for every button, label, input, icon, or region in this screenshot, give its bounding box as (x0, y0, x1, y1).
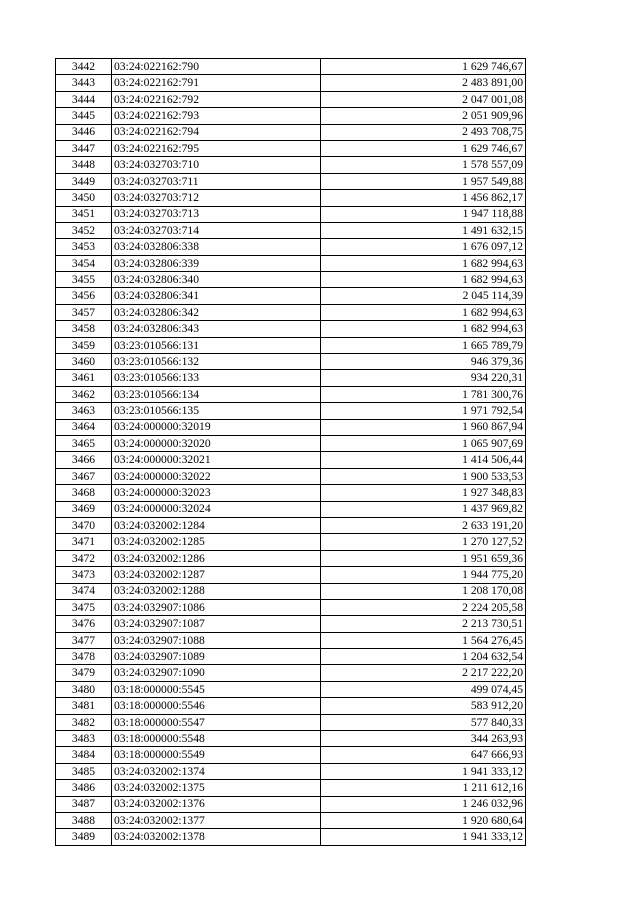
cadastral-value-cell: 2 633 191,20 (321, 517, 526, 533)
cadastral-value-cell: 1 944 775,20 (321, 567, 526, 583)
cadastral-number-cell: 03:24:032002:1375 (112, 780, 321, 796)
row-number-cell: 3452 (56, 222, 112, 238)
cadastral-number-cell: 03:24:032002:1287 (112, 567, 321, 583)
cadastral-number-cell: 03:24:032907:1089 (112, 649, 321, 665)
cadastral-value-cell: 1 456 862,17 (321, 190, 526, 206)
row-number-cell: 3462 (56, 386, 112, 402)
cadastral-value-cell: 1 204 632,54 (321, 649, 526, 665)
cadastral-value-cell: 946 379,36 (321, 354, 526, 370)
table-row (56, 75, 526, 91)
row-number-cell: 3472 (56, 550, 112, 566)
table-row (56, 517, 526, 533)
cadastral-number-cell: 03:24:032002:1285 (112, 534, 321, 550)
row-number-cell: 3451 (56, 206, 112, 222)
table-row (56, 452, 526, 468)
cadastral-value-cell: 1 682 994,63 (321, 272, 526, 288)
cadastral-number-cell: 03:18:000000:5546 (112, 698, 321, 714)
cadastral-value-cell: 1 920 680,64 (321, 812, 526, 828)
cadastral-number-cell: 03:24:032907:1088 (112, 632, 321, 648)
table-row (56, 599, 526, 615)
cadastral-number-cell: 03:23:010566:135 (112, 403, 321, 419)
cadastral-value-cell: 1 960 867,94 (321, 419, 526, 435)
cadastral-value-cell: 2 483 891,00 (321, 75, 526, 91)
table-row (56, 140, 526, 156)
row-number-cell: 3489 (56, 829, 112, 845)
table-row (56, 255, 526, 271)
table-row (56, 304, 526, 320)
table-row (56, 665, 526, 681)
cadastral-value-cell: 1 065 907,69 (321, 435, 526, 451)
cadastral-value-cell: 1 665 789,79 (321, 337, 526, 353)
cadastral-value-cell: 1 437 969,82 (321, 501, 526, 517)
table-row (56, 59, 526, 75)
row-number-cell: 3443 (56, 75, 112, 91)
cadastral-value-cell: 1 682 994,63 (321, 321, 526, 337)
table-row (56, 222, 526, 238)
row-number-cell: 3442 (56, 59, 112, 75)
cadastral-number-cell: 03:24:032703:710 (112, 157, 321, 173)
table-row (56, 206, 526, 222)
cadastral-value-cell: 1 957 549,88 (321, 173, 526, 189)
cadastral-value-cell: 1 947 118,88 (321, 206, 526, 222)
cadastral-number-cell: 03:23:010566:131 (112, 337, 321, 353)
cadastral-value-cell: 1 629 746,67 (321, 140, 526, 156)
cadastral-number-cell: 03:18:000000:5549 (112, 747, 321, 763)
cadastral-value-cell: 1 578 557,09 (321, 157, 526, 173)
row-number-cell: 3488 (56, 812, 112, 828)
table-row (56, 370, 526, 386)
table-row (56, 714, 526, 730)
cadastral-value-cell: 499 074,45 (321, 681, 526, 697)
cadastral-value-cell: 2 047 001,08 (321, 91, 526, 107)
row-number-cell: 3487 (56, 796, 112, 812)
row-number-cell: 3456 (56, 288, 112, 304)
table-row (56, 288, 526, 304)
cadastral-value-cell: 2 493 708,75 (321, 124, 526, 140)
cadastral-value-cell: 577 840,33 (321, 714, 526, 730)
row-number-cell: 3466 (56, 452, 112, 468)
cadastral-value-cell: 1 941 333,12 (321, 763, 526, 779)
cadastral-number-cell: 03:24:022162:794 (112, 124, 321, 140)
table-row (56, 812, 526, 828)
cadastral-number-cell: 03:24:032703:714 (112, 222, 321, 238)
cadastral-number-cell: 03:24:022162:792 (112, 91, 321, 107)
cadastral-number-cell: 03:24:032703:713 (112, 206, 321, 222)
cadastral-number-cell: 03:24:032806:340 (112, 272, 321, 288)
cadastral-number-cell: 03:18:000000:5545 (112, 681, 321, 697)
row-number-cell: 3458 (56, 321, 112, 337)
row-number-cell: 3463 (56, 403, 112, 419)
cadastral-value-cell: 1 971 792,54 (321, 403, 526, 419)
row-number-cell: 3465 (56, 435, 112, 451)
cadastral-number-cell: 03:24:032907:1086 (112, 599, 321, 615)
row-number-cell: 3480 (56, 681, 112, 697)
row-number-cell: 3475 (56, 599, 112, 615)
table-row (56, 468, 526, 484)
cadastral-value-table (55, 58, 526, 846)
row-number-cell: 3450 (56, 190, 112, 206)
table-row (56, 534, 526, 550)
cadastral-number-cell: 03:24:022162:790 (112, 59, 321, 75)
cadastral-number-cell: 03:23:010566:134 (112, 386, 321, 402)
cadastral-number-cell: 03:24:032002:1284 (112, 517, 321, 533)
table-body (56, 59, 526, 846)
cadastral-number-cell: 03:24:032002:1378 (112, 829, 321, 845)
row-number-cell: 3478 (56, 649, 112, 665)
table-row (56, 272, 526, 288)
row-number-cell: 3469 (56, 501, 112, 517)
cadastral-value-cell: 1 564 276,45 (321, 632, 526, 648)
cadastral-value-cell: 2 051 909,96 (321, 108, 526, 124)
table-row (56, 731, 526, 747)
table-row (56, 616, 526, 632)
row-number-cell: 3473 (56, 567, 112, 583)
row-number-cell: 3447 (56, 140, 112, 156)
row-number-cell: 3461 (56, 370, 112, 386)
table-row (56, 780, 526, 796)
row-number-cell: 3483 (56, 731, 112, 747)
table-row (56, 632, 526, 648)
row-number-cell: 3464 (56, 419, 112, 435)
table-row (56, 763, 526, 779)
row-number-cell: 3474 (56, 583, 112, 599)
cadastral-value-cell: 344 263,93 (321, 731, 526, 747)
table-row (56, 550, 526, 566)
cadastral-number-cell: 03:24:032806:339 (112, 255, 321, 271)
row-number-cell: 3445 (56, 108, 112, 124)
table-row (56, 419, 526, 435)
table-row (56, 796, 526, 812)
table-row (56, 157, 526, 173)
cadastral-value-cell: 1 676 097,12 (321, 239, 526, 255)
cadastral-number-cell: 03:24:022162:793 (112, 108, 321, 124)
cadastral-number-cell: 03:24:032002:1288 (112, 583, 321, 599)
row-number-cell: 3446 (56, 124, 112, 140)
row-number-cell: 3444 (56, 91, 112, 107)
row-number-cell: 3486 (56, 780, 112, 796)
cadastral-value-cell: 1 414 506,44 (321, 452, 526, 468)
table-row (56, 91, 526, 107)
row-number-cell: 3460 (56, 354, 112, 370)
table-row (56, 681, 526, 697)
row-number-cell: 3454 (56, 255, 112, 271)
table-row (56, 386, 526, 402)
cadastral-number-cell: 03:24:032002:1377 (112, 812, 321, 828)
row-number-cell: 3481 (56, 698, 112, 714)
cadastral-value-cell: 2 217 222,20 (321, 665, 526, 681)
cadastral-number-cell: 03:24:032002:1286 (112, 550, 321, 566)
cadastral-value-cell: 647 666,93 (321, 747, 526, 763)
cadastral-value-cell: 1 270 127,52 (321, 534, 526, 550)
row-number-cell: 3449 (56, 173, 112, 189)
row-number-cell: 3467 (56, 468, 112, 484)
row-number-cell: 3482 (56, 714, 112, 730)
row-number-cell: 3476 (56, 616, 112, 632)
cadastral-value-cell: 1 682 994,63 (321, 255, 526, 271)
cadastral-value-cell: 1 682 994,63 (321, 304, 526, 320)
cadastral-number-cell: 03:18:000000:5547 (112, 714, 321, 730)
cadastral-value-cell: 1 781 300,76 (321, 386, 526, 402)
cadastral-number-cell: 03:24:000000:32023 (112, 485, 321, 501)
table-row (56, 829, 526, 845)
row-number-cell: 3455 (56, 272, 112, 288)
cadastral-number-cell: 03:23:010566:132 (112, 354, 321, 370)
row-number-cell: 3477 (56, 632, 112, 648)
row-number-cell: 3479 (56, 665, 112, 681)
cadastral-value-cell: 2 224 205,58 (321, 599, 526, 615)
cadastral-number-cell: 03:24:000000:32019 (112, 419, 321, 435)
cadastral-value-cell: 1 951 659,36 (321, 550, 526, 566)
cadastral-number-cell: 03:24:000000:32024 (112, 501, 321, 517)
cadastral-number-cell: 03:24:032806:341 (112, 288, 321, 304)
cadastral-value-cell: 1 208 170,08 (321, 583, 526, 599)
cadastral-number-cell: 03:24:000000:32022 (112, 468, 321, 484)
table-row (56, 485, 526, 501)
row-number-cell: 3485 (56, 763, 112, 779)
cadastral-value-cell: 2 213 730,51 (321, 616, 526, 632)
table-row (56, 747, 526, 763)
cadastral-value-cell: 1 927 348,83 (321, 485, 526, 501)
row-number-cell: 3468 (56, 485, 112, 501)
cadastral-number-cell: 03:24:022162:795 (112, 140, 321, 156)
table-row (56, 698, 526, 714)
table-row (56, 190, 526, 206)
table-row (56, 239, 526, 255)
cadastral-number-cell: 03:24:032806:338 (112, 239, 321, 255)
table-row (56, 583, 526, 599)
table-row (56, 435, 526, 451)
cadastral-value-cell: 1 941 333,12 (321, 829, 526, 845)
table-row (56, 354, 526, 370)
table-row (56, 108, 526, 124)
cadastral-number-cell: 03:24:032703:712 (112, 190, 321, 206)
table-row (56, 403, 526, 419)
cadastral-number-cell: 03:23:010566:133 (112, 370, 321, 386)
row-number-cell: 3453 (56, 239, 112, 255)
cadastral-value-cell: 1 900 533,53 (321, 468, 526, 484)
cadastral-number-cell: 03:24:000000:32020 (112, 435, 321, 451)
table-row (56, 567, 526, 583)
cadastral-number-cell: 03:18:000000:5548 (112, 731, 321, 747)
cadastral-value-cell: 934 220,31 (321, 370, 526, 386)
row-number-cell: 3484 (56, 747, 112, 763)
cadastral-number-cell: 03:24:032002:1374 (112, 763, 321, 779)
cadastral-number-cell: 03:24:032806:342 (112, 304, 321, 320)
table-row (56, 501, 526, 517)
cadastral-value-cell: 1 246 032,96 (321, 796, 526, 812)
cadastral-number-cell: 03:24:022162:791 (112, 75, 321, 91)
row-number-cell: 3471 (56, 534, 112, 550)
cadastral-value-cell: 583 912,20 (321, 698, 526, 714)
row-number-cell: 3448 (56, 157, 112, 173)
row-number-cell: 3457 (56, 304, 112, 320)
cadastral-number-cell: 03:24:032907:1087 (112, 616, 321, 632)
cadastral-value-cell: 1 629 746,67 (321, 59, 526, 75)
table-row (56, 124, 526, 140)
cadastral-value-cell: 2 045 114,39 (321, 288, 526, 304)
cadastral-number-cell: 03:24:032806:343 (112, 321, 321, 337)
table-row (56, 337, 526, 353)
row-number-cell: 3459 (56, 337, 112, 353)
cadastral-number-cell: 03:24:000000:32021 (112, 452, 321, 468)
row-number-cell: 3470 (56, 517, 112, 533)
table-row (56, 173, 526, 189)
table-row (56, 321, 526, 337)
table-row (56, 649, 526, 665)
cadastral-number-cell: 03:24:032703:711 (112, 173, 321, 189)
cadastral-value-cell: 1 211 612,16 (321, 780, 526, 796)
cadastral-value-cell: 1 491 632,15 (321, 222, 526, 238)
cadastral-number-cell: 03:24:032002:1376 (112, 796, 321, 812)
cadastral-number-cell: 03:24:032907:1090 (112, 665, 321, 681)
